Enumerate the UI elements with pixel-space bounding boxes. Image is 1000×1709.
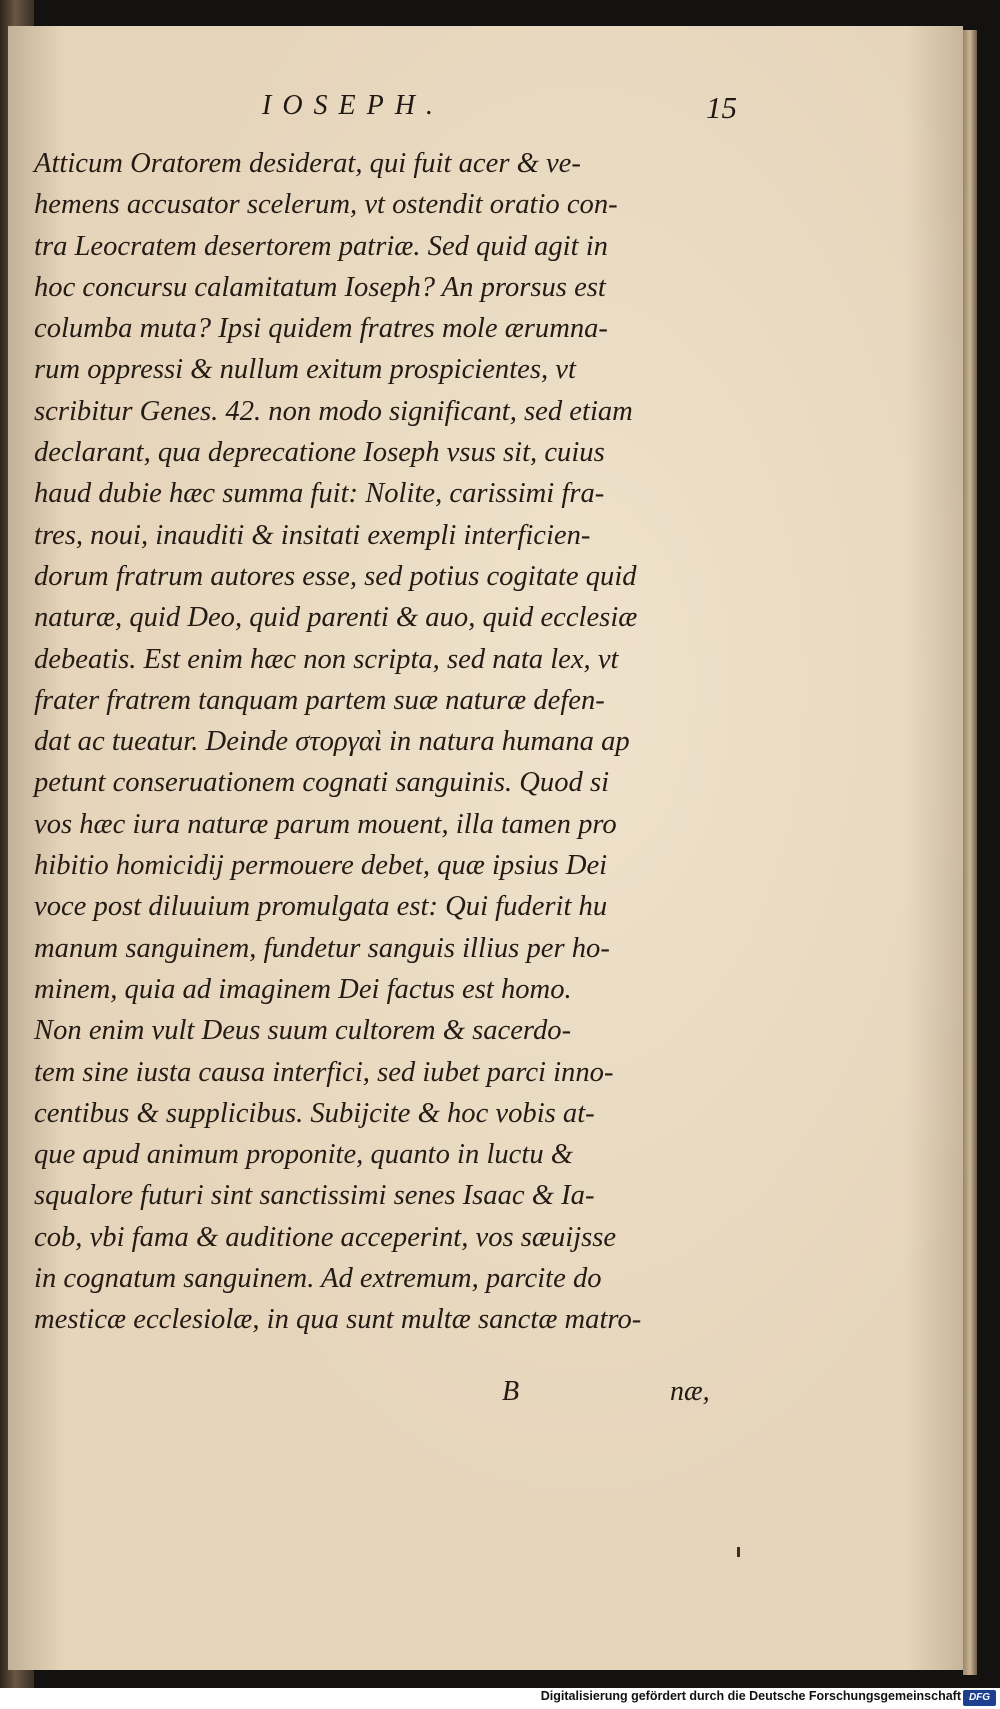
text-line: in cognatum sanguinem. Ad extremum, parcite do bbox=[34, 1263, 602, 1295]
text-line: hemens accusator scelerum, vt ostendit oratio con- bbox=[34, 189, 618, 221]
text-line: haud dubie hæc summa fuit: Nolite, carissimi fra- bbox=[34, 478, 605, 510]
body-text bbox=[34, 143, 754, 1341]
text-line: hoc concursu calamitatum Ioseph? An prorsus est bbox=[34, 271, 606, 303]
text-line: hibitio homicidij permouere debet, quæ ipsius Dei bbox=[34, 850, 608, 882]
text-line: columba muta? Ipsi quidem fratres mole ærumna- bbox=[34, 313, 608, 345]
catchword: næ, bbox=[670, 1376, 710, 1407]
funding-credit: Digitalisierung gefördert durch die Deutsche Forschungsgemeinschaft bbox=[540, 1689, 961, 1703]
text-line: que apud animum proponite, quanto in luctu & bbox=[34, 1139, 574, 1171]
text-line: manum sanguinem, fundetur sanguis illius per ho- bbox=[34, 932, 610, 964]
dfg-logo: DFG bbox=[963, 1690, 996, 1706]
text-line: debeatis. Est enim hæc non scripta, sed nata lex, vt bbox=[34, 643, 619, 675]
text-line: scribitur Genes. 42. non modo significant, sed etiam bbox=[34, 395, 633, 427]
text-line: mesticæ ecclesiolæ, in qua sunt multæ sanctæ matro- bbox=[34, 1304, 642, 1336]
page-stack-edge bbox=[963, 30, 977, 1675]
text-line: rum oppressi & nullum exitum prospicientes, vt bbox=[34, 354, 576, 386]
signature-mark: B bbox=[502, 1376, 520, 1407]
text-line: voce post diluuium promulgata est: Qui fuderit hu bbox=[34, 891, 608, 923]
running-head: IOSEPH. bbox=[262, 90, 444, 121]
text-line: frater fratrem tanquam partem suæ naturæ defen- bbox=[34, 684, 605, 716]
text-line: cob, vbi fama & auditione acceperint, vos sæuijsse bbox=[34, 1221, 617, 1253]
text-line: dorum fratrum autores esse, sed potius cogitate quid bbox=[34, 560, 637, 592]
text-line: dat ac tueatur. Deinde στοργαὶ in natura humana ap bbox=[34, 726, 630, 758]
ink-speck bbox=[737, 1547, 740, 1557]
text-line: minem, quia ad imaginem Dei factus est homo. bbox=[34, 973, 572, 1005]
page-number: 15 bbox=[706, 90, 737, 125]
text-line: declarant, qua deprecatione Ioseph vsus sit, cuius bbox=[34, 437, 605, 469]
text-line: tres, noui, inauditi & insitati exempli interficien- bbox=[34, 519, 591, 551]
text-line: naturæ, quid Deo, quid parenti & auo, quid ecclesiæ bbox=[34, 602, 638, 634]
text-line: vos hæc iura naturæ parum mouent, illa tamen pro bbox=[34, 808, 617, 840]
text-line: squalore futuri sint sanctissimi senes Isaac & Ia- bbox=[34, 1180, 595, 1212]
text-line: Non enim vult Deus suum cultorem & sacerdo- bbox=[34, 1015, 572, 1047]
text-line: Atticum Oratorem desiderat, qui fuit acer & ve- bbox=[34, 148, 581, 179]
text-line: centibus & supplicibus. Subijcite & hoc vobis at- bbox=[34, 1097, 595, 1129]
text-line: tra Leocratem desertorem patriæ. Sed quid agit in bbox=[34, 230, 608, 262]
text-line: tem sine iusta causa interfici, sed iubet parci inno- bbox=[34, 1056, 614, 1088]
text-line: petunt conseruationem cognati sanguinis. Quod si bbox=[34, 767, 610, 799]
